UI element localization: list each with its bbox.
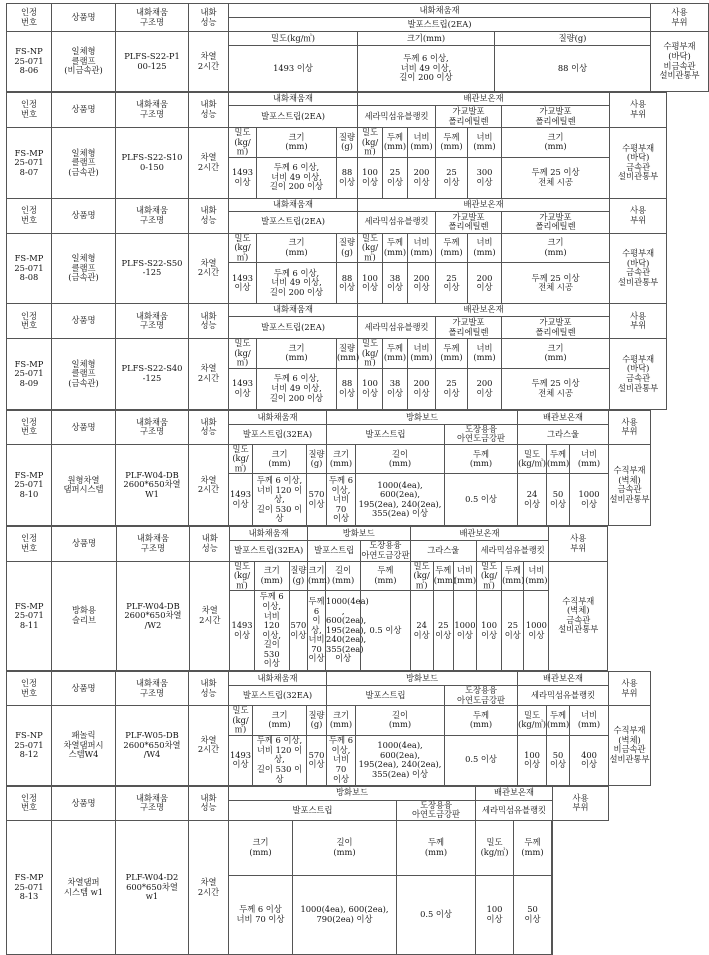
header-structure: 내화채움 구조명 — [116, 4, 189, 32]
cert-number: FS-NP 25-071 8-12 — [7, 706, 52, 786]
header-usage: 사용 부위 — [610, 198, 667, 233]
col-length: 길이 (mm) — [293, 820, 397, 875]
value-cell: 1000 이상 — [524, 591, 549, 671]
col-size: 크기(mm) — [358, 32, 495, 46]
col-width: 너비 (mm) — [570, 444, 609, 474]
header-fill-material: 내화채움재 — [229, 672, 327, 686]
header-usage: 사용 부위 — [610, 93, 667, 128]
value-cell: 25 이상 — [383, 157, 408, 198]
value-cell: 두께 25 이상 전체 시공 — [502, 368, 610, 409]
value-cell: 1000 이상 — [570, 474, 609, 526]
fire-performance: 차열 2시간 — [189, 233, 229, 304]
value-cell: 88 이상 — [337, 157, 358, 198]
header-pipe-insulation: 배관보온재 — [518, 672, 609, 686]
col-width: 너비 (mm) — [468, 339, 502, 369]
fire-performance: 차열 2시간 — [189, 32, 229, 92]
col-thickness: 두께 (mm) — [433, 561, 453, 591]
col-thickness: 두께 (mm) — [547, 706, 570, 736]
header-ceramic-blanket: 세라믹섬유블랭킷 — [358, 317, 436, 339]
col-thickness: 두께 (mm) — [397, 820, 476, 875]
value-cell: 400 이상 — [570, 735, 609, 785]
header-fireboard: 방화보드 — [307, 527, 410, 541]
value-cell: 88 이상 — [337, 263, 358, 304]
header-pe-foam: 가교발포 폴리에틸렌 — [502, 317, 610, 339]
product-name: 일체형 클램프 (금속관) — [52, 233, 116, 304]
header-structure: 내화채움 구조명 — [116, 93, 189, 128]
product-name: 일체형 클램프 (비금속관) — [52, 32, 116, 92]
col-thickness: 두께 (mm) — [436, 233, 468, 263]
header-usage: 사용 부위 — [553, 786, 609, 820]
header-pipe-insulation: 배관보온재 — [358, 304, 610, 317]
structure-name: PLFS-S22-S10 0-150 — [116, 128, 189, 199]
value-cell: 38 이상 — [383, 368, 408, 409]
value-cell: 두께 25 이상 전체 시공 — [502, 157, 610, 198]
value-cell: 25 이상 — [436, 263, 468, 304]
header-pe-foam: 가교발포 폴리에틸렌 — [502, 106, 610, 128]
header-ceramic-blanket: 세라믹섬유블랭킷 — [476, 800, 553, 820]
header-cert-no: 인정 번호 — [7, 410, 52, 444]
col-thickness: 두께 (mm) — [383, 339, 408, 369]
header-fireboard: 방화보드 — [229, 786, 476, 800]
value-cell: 88 이상 — [495, 46, 651, 92]
value-cell: 두께 6 이상, 너비 49 이상, 길이 200 이상 — [257, 368, 337, 409]
header-pe-foam: 가교발포 폴리에틸렌 — [436, 211, 502, 233]
header-foam-strip: 발포스트립(2EA) — [229, 18, 651, 32]
value-cell: 38 이상 — [383, 263, 408, 304]
header-foam-strip: 발포스트립(2EA) — [229, 106, 358, 128]
header-performance: 내화 성능 — [190, 527, 230, 561]
value-cell: 0.5 이상 — [445, 735, 518, 785]
col-weight: 질량 (g) — [307, 444, 327, 474]
col-thickness: 두께 (mm) — [547, 444, 570, 474]
fire-performance: 차열 2시간 — [189, 820, 229, 954]
header-usage: 사용 부위 — [610, 304, 667, 339]
col-length: 길이 (mm) — [356, 444, 445, 474]
header-fireboard: 방화보드 — [327, 672, 518, 686]
col-weight: 질량 (g) — [337, 128, 358, 158]
col-weight: 질량 (g) — [337, 233, 358, 263]
usage-area: 수직부재 (벽체) 비금속관 설비관통부 — [609, 706, 651, 786]
value-cell: 두께 6 이상 너비 70 이상 — [229, 875, 293, 955]
value-cell: 50 이상 — [547, 474, 570, 526]
value-cell: 0.5 이상 — [445, 474, 518, 526]
col-size: 크기 (mm) — [254, 561, 289, 591]
header-product: 상품명 — [52, 4, 116, 32]
col-density: 밀도 (kg/㎥) — [358, 128, 383, 158]
structure-name: PLF-W04-DB 2600*650차열 /W2 — [116, 561, 189, 671]
col-density: 밀도 (kg/㎥) — [229, 128, 257, 158]
usage-area: 수평부재 (바닥) 금속관 설비관통부 — [610, 339, 667, 410]
col-size: 크기 (mm) — [502, 339, 610, 369]
col-density: 밀도 (kg/㎥) — [229, 339, 257, 369]
header-fireboard: 방화보드 — [327, 410, 518, 424]
col-thickness: 두께 (mm) — [502, 561, 524, 591]
value-cell: 25 이상 — [436, 368, 468, 409]
header-steel-board: 도장용융 아연도금강판 — [445, 686, 518, 706]
col-width: 너비 (mm) — [408, 128, 436, 158]
header-foam-strip: 발포스트립(32EA) — [229, 424, 327, 444]
header-pipe-insulation: 배관보온재 — [410, 527, 549, 541]
col-size: 크기 (mm) — [257, 128, 337, 158]
document — [6, 3, 700, 955]
value-cell: 200 이상 — [408, 157, 436, 198]
cert-table-1 — [6, 3, 709, 92]
col-density: 밀도 (kg/㎥) — [410, 561, 433, 591]
header-foam-strip: 발포스트립 — [327, 424, 445, 444]
value-cell: 두께 6 이상, 너비 49 이상, 길이 200 이상 — [257, 157, 337, 198]
value-cell: 88 이상 — [337, 368, 358, 409]
value-cell: 1493 이상 — [229, 735, 253, 785]
col-density: 밀도 (kg/㎥) — [477, 561, 502, 591]
cert-number: FS-MP 25-071 8-09 — [7, 339, 52, 410]
header-performance: 내화 성능 — [189, 93, 229, 128]
value-cell: 두께 6 이상, 너비 49 이상, 길이 200 이상 — [257, 263, 337, 304]
header-structure: 내화채움 구조명 — [116, 527, 189, 561]
col-width: 너비 (mm) — [468, 233, 502, 263]
value-cell: 570 이상 — [307, 735, 327, 785]
value-cell: 570 이상 — [307, 474, 327, 526]
header-performance: 내화 성능 — [189, 672, 229, 706]
structure-name: PLFS-S22-P1 00-125 — [116, 32, 189, 92]
product-name: 차열댐퍼 시스템 w1 — [52, 820, 116, 954]
structure-name: PLFS-S22-S40 -125 — [116, 339, 189, 410]
header-performance: 내화 성능 — [189, 410, 229, 444]
col-size: 크기 (mm) — [253, 706, 307, 736]
header-structure: 내화채움 구조명 — [116, 304, 189, 339]
col-density: 밀도 (kg/㎥) — [358, 339, 383, 369]
col-size: 크기 (mm) — [253, 444, 307, 474]
header-performance: 내화 성능 — [189, 198, 229, 233]
header-structure: 내화채움 구조명 — [116, 672, 189, 706]
header-usage: 사용 부위 — [609, 672, 651, 706]
col-thickness: 두께 (mm) — [445, 706, 518, 736]
header-ceramic-blanket: 세라믹섬유블랭킷 — [358, 211, 436, 233]
value-cell: 200 이상 — [468, 263, 502, 304]
header-structure: 내화채움 구조명 — [116, 786, 189, 820]
cert-number: FS-MP 25-071 8-07 — [7, 128, 52, 199]
col-size: 크기 (mm) — [327, 706, 356, 736]
value-cell: 0.5 이상 — [397, 875, 476, 955]
value-cell: 0.5 이상 — [361, 591, 410, 671]
header-product: 상품명 — [52, 672, 116, 706]
value-cell: 1493 이상 — [229, 474, 253, 526]
structure-name: PLFS-S22-S50 -125 — [116, 233, 189, 304]
col-width: 너비 (mm) — [408, 339, 436, 369]
fire-performance: 차열 2시간 — [189, 706, 229, 786]
col-weight: 질량 (mm) — [337, 339, 358, 369]
header-pipe-insulation: 배관보온재 — [476, 786, 553, 800]
header-steel-board: 도장용융 아연도금강판 — [445, 424, 518, 444]
header-fill-material: 내화채움재 — [229, 198, 358, 211]
header-steel-board: 도장용융 아연도금강판 — [361, 540, 410, 560]
col-density: 밀도 (kg/㎥) — [358, 233, 383, 263]
value-cell: 200 이상 — [468, 368, 502, 409]
col-size: 크기 (mm) — [327, 444, 356, 474]
header-cert-no: 인정 번호 — [7, 4, 52, 32]
header-cert-no: 인정 번호 — [7, 527, 52, 561]
header-usage: 사용 부위 — [549, 527, 608, 561]
value-cell: 1000 이상 — [453, 591, 476, 671]
fire-performance: 차열 2시간 — [190, 561, 230, 671]
header-pipe-insulation: 배관보온재 — [358, 93, 610, 106]
header-fill-material: 내화채움재 — [229, 304, 358, 317]
header-cert-no: 인정 번호 — [7, 198, 52, 233]
col-weight: 질량(g) — [495, 32, 651, 46]
usage-area: 수평부재 (바닥) 금속관 설비관통부 — [610, 128, 667, 199]
header-cert-no: 인정 번호 — [7, 93, 52, 128]
header-product: 상품명 — [52, 304, 116, 339]
structure-name: PLF-W04-DB 2600*650차열 W1 — [116, 444, 189, 526]
value-cell: 1493 이상 — [229, 157, 257, 198]
cert-table-6 — [6, 526, 608, 671]
value-cell: 1000(4ea), 600(2ea), 195(2ea), 240(2ea), 355(2ea) 이상 — [356, 735, 445, 785]
usage-area: 수평부재 (바닥) 금속관 설비관통부 — [610, 233, 667, 304]
header-pipe-insulation: 배관보온재 — [358, 198, 610, 211]
cert-number: FS-MP 25-071 8-13 — [7, 820, 52, 954]
value-cell: 1000(4ea), 600(2ea), 790(2ea) 이상 — [293, 875, 397, 955]
col-density: 밀도 (kg/㎥) — [229, 444, 253, 474]
header-glasswool: 그라스울 — [410, 541, 476, 561]
usage-area: 수직부재 (벽체) 금속관 설비관통부 — [609, 444, 651, 526]
col-size: 크기 (mm) — [307, 561, 325, 591]
header-structure: 내화채움 구조명 — [116, 410, 189, 444]
header-foam-strip: 발포스트립(32EA) — [230, 541, 308, 561]
value-cell: 200 이상 — [408, 368, 436, 409]
header-product: 상품명 — [52, 93, 116, 128]
usage-area: 수직부재 (벽체) 금속관 설비관통부 — [549, 561, 608, 671]
header-foam-strip: 발포스트립(32EA) — [229, 686, 327, 706]
value-cell: 1000(4ea), 600(2ea), 195(2ea), 240(2ea), 355(2ea) 이상 — [356, 474, 445, 526]
header-foam-strip: 발포스트립 — [307, 541, 360, 561]
product-name: 일체형 클램프 (금속관) — [52, 339, 116, 410]
header-performance: 내화 성능 — [189, 4, 229, 32]
cert-number: FS-MP 25-071 8-11 — [7, 561, 52, 671]
header-ceramic-blanket: 세라믹섬유블랭킷 — [518, 686, 609, 706]
fire-performance: 차열 2시간 — [189, 128, 229, 199]
header-performance: 내화 성능 — [189, 304, 229, 339]
value-cell: 25 이상 — [433, 591, 453, 671]
value-cell: 두께 6 이상, 너비 70 이상 — [307, 591, 325, 671]
header-structure: 내화채움 구조명 — [116, 198, 189, 233]
header-pe-foam: 가교발포 폴리에틸렌 — [436, 317, 502, 339]
header-steel-board: 도장용융 아연도금강판 — [397, 800, 476, 820]
cert-number: FS-MP 25-071 8-10 — [7, 444, 52, 526]
cert-table-8 — [6, 786, 609, 955]
product-name: 방화용 슬리브 — [52, 561, 116, 671]
value-cell: 50 이상 — [514, 875, 552, 955]
usage-area — [552, 820, 553, 954]
value-cell: 100 이상 — [477, 591, 502, 671]
value-cell: 300 이상 — [468, 157, 502, 198]
col-weight: 질량 (g) — [307, 706, 327, 736]
value-cell: 1493 이상 — [229, 368, 257, 409]
header-product: 상품명 — [52, 786, 116, 820]
header-pe-foam: 가교발포 폴리에틸렌 — [502, 211, 610, 233]
value-cell: 1493 이상 — [229, 46, 358, 92]
col-size: 크기 (mm) — [229, 820, 293, 875]
col-thickness: 두께 (mm) — [514, 820, 552, 875]
col-width: 너비 (mm) — [453, 561, 476, 591]
header-pe-foam: 가교발포 폴리에틸렌 — [436, 106, 502, 128]
header-ceramic-blanket: 세라믹섬유블랭킷 — [477, 541, 549, 561]
value-cell: 50 이상 — [547, 735, 570, 785]
value-cell: 100 이상 — [358, 368, 383, 409]
product-name: 일체형 클램프 (금속관) — [52, 128, 116, 199]
col-thickness: 두께 (mm) — [445, 444, 518, 474]
col-width: 너비 (mm) — [468, 128, 502, 158]
col-density: 밀도 (kg/㎥) — [476, 820, 514, 875]
header-glasswool: 그라스울 — [518, 424, 609, 444]
header-fill-material: 내화채움재 — [230, 527, 308, 541]
fire-performance: 차열 2시간 — [189, 444, 229, 526]
product-name: 패놀릭 차열댐퍼시 스템W4 — [52, 706, 116, 786]
value-cell: 25 이상 — [502, 591, 524, 671]
col-thickness: 두께 (mm) — [436, 128, 468, 158]
header-usage: 사용 부위 — [609, 410, 651, 444]
value-cell: 24 이상 — [410, 591, 433, 671]
header-cert-no: 인정 번호 — [7, 786, 52, 820]
col-density: 밀도(kg/㎥) — [229, 32, 358, 46]
col-thickness: 두께 (mm) — [383, 128, 408, 158]
value-cell: 1493 이상 — [229, 263, 257, 304]
header-fill-material: 내화채움재 — [229, 410, 327, 424]
header-performance: 내화 성능 — [189, 786, 229, 820]
value-cell: 두께 6 이상, 너비 49 이상, 길이 200 이상 — [358, 46, 495, 92]
header-fill-material: 내화채움재 — [229, 93, 358, 106]
cert-table-2 — [6, 92, 667, 410]
col-weight: 질량 (g) — [289, 561, 307, 591]
structure-name: PLF-W05-DB 2600*650차열 /W4 — [116, 706, 189, 786]
value-cell: 두께 6 이상, 너비 120 이상, 길이 530 이상 — [254, 591, 289, 671]
cert-table-7 — [6, 671, 651, 786]
col-width: 너비 (mm) — [524, 561, 549, 591]
header-cert-no: 인정 번호 — [7, 672, 52, 706]
cert-table-5 — [6, 410, 651, 527]
value-cell: 100 이상 — [518, 735, 547, 785]
cert-number: FS-NP 25-071 8-06 — [7, 32, 52, 92]
col-length: 길이 (mm) — [326, 561, 361, 591]
header-product: 상품명 — [52, 527, 116, 561]
value-cell: 1493 이상 — [230, 591, 254, 671]
col-size: 크기 (mm) — [502, 233, 610, 263]
col-thickness: 두께 (mm) — [436, 339, 468, 369]
col-size: 크기 (mm) — [257, 233, 337, 263]
col-size: 크기 (mm) — [257, 339, 337, 369]
col-size: 크기 (mm) — [502, 128, 610, 158]
value-cell: 두께 6 이상, 너비 70 이상 — [327, 474, 356, 526]
header-foam-strip: 발포스트립(2EA) — [229, 211, 358, 233]
header-cert-no: 인정 번호 — [7, 304, 52, 339]
value-cell: 24 이상 — [518, 474, 547, 526]
value-cell: 100 이상 — [358, 157, 383, 198]
header-product: 상품명 — [52, 410, 116, 444]
value-cell: 1000(4ea) , 600(2ea), 195(2ea), 240(2ea), 355(2ea) 이상 — [326, 591, 361, 671]
header-fill-material: 내화채움재 — [229, 4, 651, 18]
col-density: 밀도 (kg/㎥) — [230, 561, 254, 591]
header-foam-strip: 발포스트립 — [327, 686, 445, 706]
value-cell: 두께 25 이상 전체 시공 — [502, 263, 610, 304]
header-foam-strip: 발포스트립 — [229, 800, 397, 820]
value-cell: 두께 6 이상, 너비 70 이상 — [327, 735, 356, 785]
value-cell: 200 이상 — [408, 263, 436, 304]
col-density: 밀도 (kg/㎥) — [518, 706, 547, 736]
usage-area: 수평부재 (바닥) 비금속관 설비관통부 — [651, 32, 709, 92]
product-name: 원형차열 댐퍼시스템 — [52, 444, 116, 526]
value-cell: 두께 6 이상, 너비 120 이상, 길이 530 이상 — [253, 474, 307, 526]
value-cell: 두께 6 이상, 너비 120 이상, 길이 530 이상 — [253, 735, 307, 785]
header-ceramic-blanket: 세라믹섬유블랭킷 — [358, 106, 436, 128]
col-thickness: 두께 (mm) — [383, 233, 408, 263]
structure-name: PLF-W04-D2 600*650차열 w1 — [116, 820, 189, 954]
col-density: 밀도 (kg/㎥) — [518, 444, 547, 474]
col-thickness: 두께 (mm) — [361, 561, 410, 591]
header-pipe-insulation: 배관보온재 — [518, 410, 609, 424]
value-cell: 100 이상 — [476, 875, 514, 955]
value-cell: 570 이상 — [289, 591, 307, 671]
cert-number: FS-MP 25-071 8-08 — [7, 233, 52, 304]
header-product: 상품명 — [52, 198, 116, 233]
col-width: 너비 (mm) — [408, 233, 436, 263]
value-cell: 100 이상 — [358, 263, 383, 304]
col-density: 밀도 (kg/㎥) — [229, 706, 253, 736]
col-density: 밀도 (kg/㎥) — [229, 233, 257, 263]
col-length: 길이 (mm) — [356, 706, 445, 736]
header-foam-strip: 발포스트립(2EA) — [229, 317, 358, 339]
fire-performance: 차열 2시간 — [189, 339, 229, 410]
value-cell: 25 이상 — [436, 157, 468, 198]
header-usage: 사용 부위 — [651, 4, 709, 32]
col-width: 너비 (mm) — [570, 706, 609, 736]
